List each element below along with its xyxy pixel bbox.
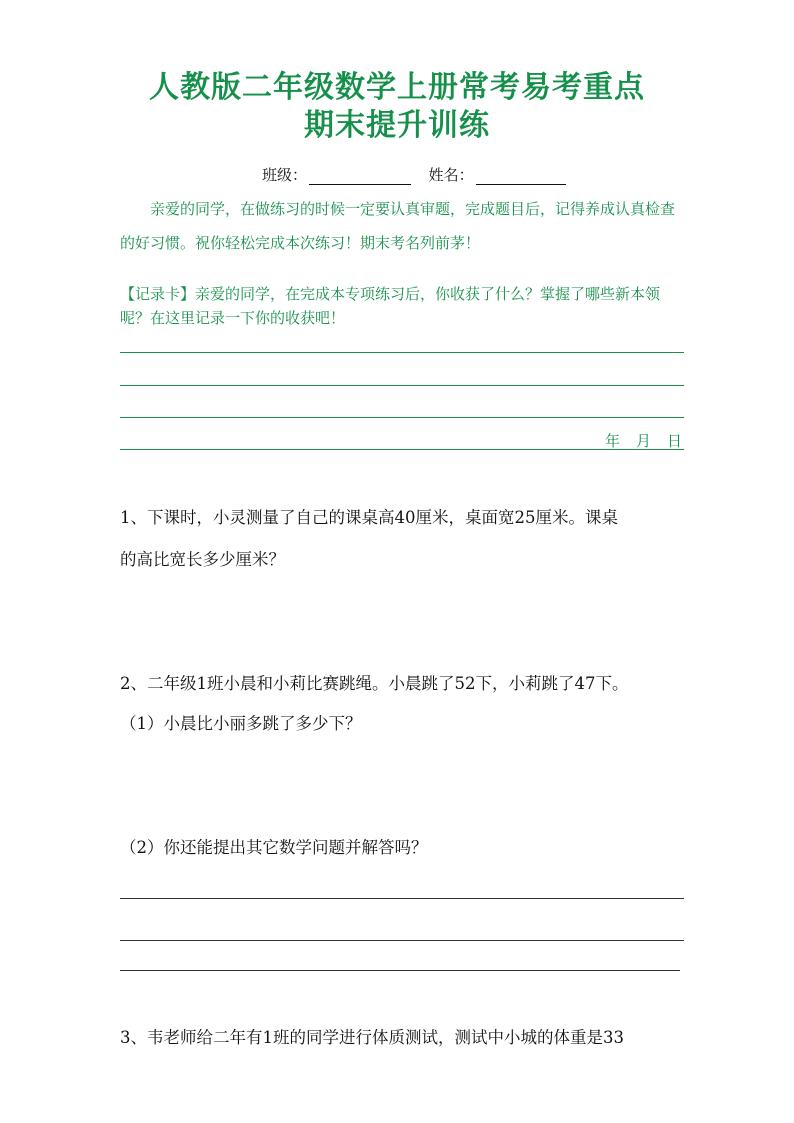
question-2-sub-2: （2）你还能提出其它数学问题并解答吗？: [120, 838, 428, 857]
question-1-line-1: 1、下课时，小灵测量了自己的课桌高40厘米，桌面宽25厘米。课桌: [120, 508, 618, 527]
record-card-text: 【记录卡】亲爱的同学，在完成本专项练习后，你收获了什么？掌握了哪些新本领呢？在这里记录一下你的收获吧！: [120, 285, 661, 327]
answer-line-1[interactable]: [120, 898, 684, 899]
name-blank[interactable]: [476, 168, 566, 185]
question-1-line-2: 的高比宽长多少厘米？: [120, 550, 285, 569]
question-2-sub-1: （1）小晨比小丽多跳了多少下？: [120, 714, 362, 733]
question-2-line-1: 2、二年级1班小晨和小莉比赛跳绳。小晨跳了52下，小莉跳了47下。: [120, 674, 629, 693]
record-line-1[interactable]: [120, 352, 684, 353]
question-3-line-1: 3、韦老师给二年有1班的同学进行体质测试，测试中小城的体重是33: [120, 1028, 624, 1047]
page-subtitle: 期末提升训练: [304, 108, 490, 143]
date-year: 年: [604, 432, 620, 450]
record-line-2[interactable]: [120, 385, 684, 386]
record-line-3[interactable]: [120, 417, 684, 418]
class-blank[interactable]: [309, 168, 411, 185]
date-day: 日: [666, 432, 682, 450]
record-date: [589, 430, 682, 451]
answer-line-3[interactable]: [120, 970, 680, 971]
intro-paragraph: 亲爱的同学，在做练习的时候一定要认真审题，完成题目后，记得养成认真检查的好习惯。祝你轻松完成本次练习！期末考名列前茅！: [120, 200, 676, 252]
name-label: 姓名：: [428, 166, 474, 184]
page-title: 人教版二年级数学上册常考易考重点: [149, 70, 645, 105]
class-label: 班级：: [262, 166, 308, 184]
student-info: [262, 164, 566, 185]
date-month: 月: [635, 432, 651, 450]
record-line-4[interactable]: [120, 449, 684, 450]
answer-line-2[interactable]: [120, 940, 684, 941]
